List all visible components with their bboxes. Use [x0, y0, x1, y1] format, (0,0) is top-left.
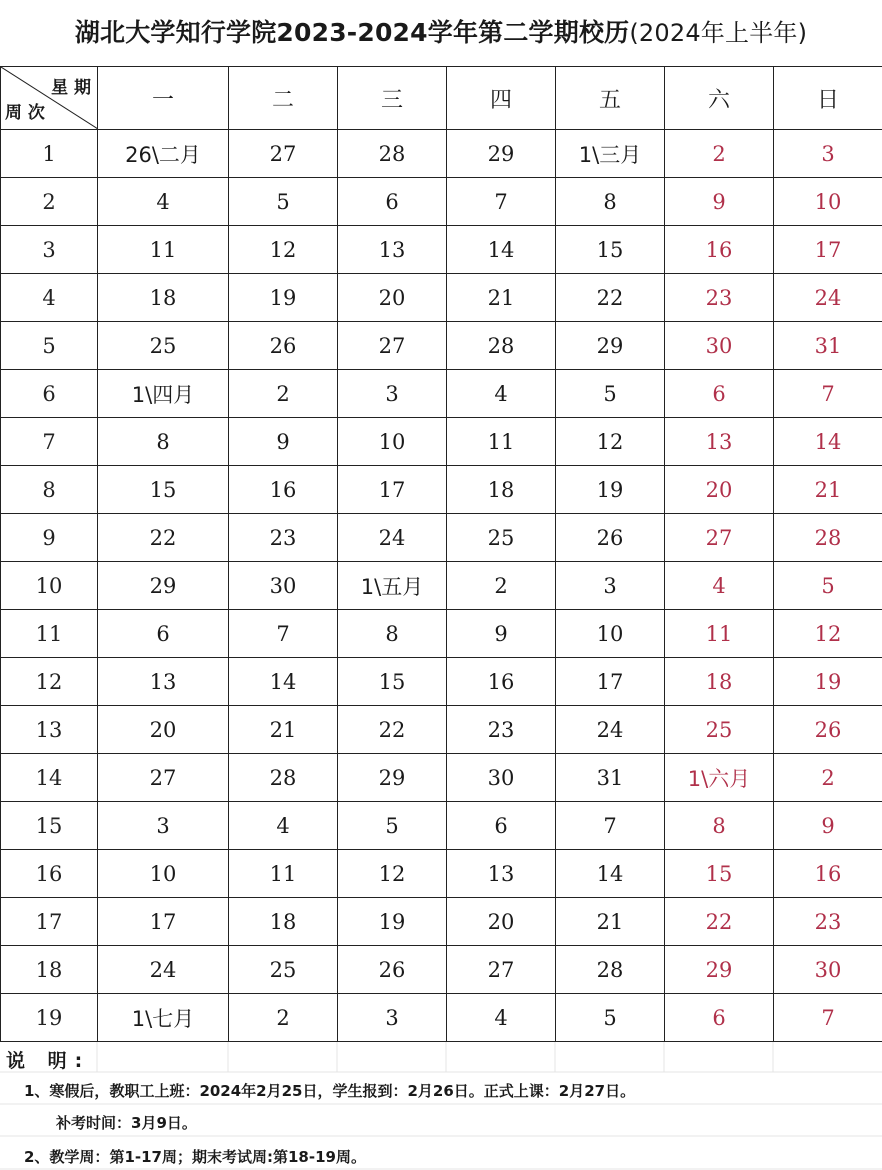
week-number-cell: 3	[1, 226, 98, 274]
table-row	[1, 802, 882, 850]
date-cell: 20	[447, 898, 556, 946]
date-cell: 15	[556, 226, 665, 274]
date-cell: 19	[229, 274, 338, 322]
date-cell: 11	[447, 418, 556, 466]
date-cell: 21	[556, 898, 665, 946]
table-row	[1, 610, 882, 658]
date-cell: 19	[338, 898, 447, 946]
weekend-date-cell: 27	[665, 514, 774, 562]
date-cell: 25	[447, 514, 556, 562]
week-number-cell: 5	[1, 322, 98, 370]
notes-section	[0, 1042, 882, 1170]
date-cell: 2	[229, 994, 338, 1042]
weekend-date-cell: 26	[774, 706, 882, 754]
table-row	[1, 658, 882, 706]
date-cell: 13	[338, 226, 447, 274]
week-number-cell: 15	[1, 802, 98, 850]
date-cell: 26\二月	[98, 130, 229, 178]
date-cell: 4	[229, 802, 338, 850]
table-row	[1, 370, 882, 418]
table-row	[1, 994, 882, 1042]
week-number-cell: 18	[1, 946, 98, 994]
date-cell: 24	[98, 946, 229, 994]
date-cell: 18	[98, 274, 229, 322]
week-number-cell: 10	[1, 562, 98, 610]
date-cell: 10	[556, 610, 665, 658]
calendar-body	[1, 130, 882, 1042]
date-cell: 27	[447, 946, 556, 994]
date-cell: 17	[556, 658, 665, 706]
week-number-cell: 14	[1, 754, 98, 802]
date-cell: 28	[447, 322, 556, 370]
weekend-date-cell: 13	[665, 418, 774, 466]
weekend-date-cell: 17	[774, 226, 882, 274]
date-cell: 18	[447, 466, 556, 514]
note-item-1-cont: 补考时间：3月9日。	[56, 1114, 197, 1132]
date-cell: 23	[229, 514, 338, 562]
date-cell: 28	[556, 946, 665, 994]
date-cell: 21	[447, 274, 556, 322]
date-cell: 8	[338, 610, 447, 658]
date-cell: 15	[98, 466, 229, 514]
date-cell: 14	[447, 226, 556, 274]
weekend-date-cell: 14	[774, 418, 882, 466]
weekend-date-cell: 7	[774, 370, 882, 418]
date-cell: 9	[229, 418, 338, 466]
weekend-date-cell: 29	[665, 946, 774, 994]
date-cell: 8	[98, 418, 229, 466]
date-cell: 14	[229, 658, 338, 706]
table-row	[1, 898, 882, 946]
date-cell: 30	[447, 754, 556, 802]
date-cell: 25	[98, 322, 229, 370]
week-number-cell: 19	[1, 994, 98, 1042]
date-cell: 10	[98, 850, 229, 898]
week-number-cell: 2	[1, 178, 98, 226]
date-cell: 26	[556, 514, 665, 562]
date-cell: 10	[338, 418, 447, 466]
date-cell: 16	[447, 658, 556, 706]
date-cell: 22	[338, 706, 447, 754]
week-number-cell: 7	[1, 418, 98, 466]
calendar-table	[0, 66, 882, 1042]
date-cell: 27	[338, 322, 447, 370]
date-cell: 2	[229, 370, 338, 418]
date-cell: 20	[98, 706, 229, 754]
date-cell: 13	[447, 850, 556, 898]
table-row	[1, 226, 882, 274]
weekend-date-cell: 15	[665, 850, 774, 898]
date-cell: 19	[556, 466, 665, 514]
title-subtitle: (2024年上半年)	[629, 19, 808, 47]
weekend-date-cell: 21	[774, 466, 882, 514]
week-number-cell: 16	[1, 850, 98, 898]
weekend-date-cell: 1\六月	[665, 754, 774, 802]
date-cell: 29	[98, 562, 229, 610]
weekend-date-cell: 25	[665, 706, 774, 754]
date-cell: 1\五月	[338, 562, 447, 610]
table-row	[1, 418, 882, 466]
week-number-cell: 8	[1, 466, 98, 514]
date-cell: 14	[556, 850, 665, 898]
weekend-date-cell: 16	[665, 226, 774, 274]
date-cell: 12	[338, 850, 447, 898]
date-cell: 17	[338, 466, 447, 514]
date-cell: 6	[338, 178, 447, 226]
day-header-mon: 一	[98, 67, 229, 130]
date-cell: 3	[556, 562, 665, 610]
date-cell: 3	[338, 370, 447, 418]
date-cell: 25	[229, 946, 338, 994]
day-header-fri: 五	[556, 67, 665, 130]
date-cell: 28	[338, 130, 447, 178]
week-number-cell: 13	[1, 706, 98, 754]
corner-weekday-label: 星 期	[51, 78, 91, 98]
day-header-tue: 二	[229, 67, 338, 130]
date-cell: 16	[229, 466, 338, 514]
weekend-date-cell: 23	[665, 274, 774, 322]
week-number-cell: 6	[1, 370, 98, 418]
date-cell: 15	[338, 658, 447, 706]
date-cell: 1\四月	[98, 370, 229, 418]
date-cell: 7	[556, 802, 665, 850]
page-title	[0, 0, 882, 66]
weekend-date-cell: 2	[774, 754, 882, 802]
date-cell: 1\七月	[98, 994, 229, 1042]
date-cell: 5	[556, 994, 665, 1042]
weekend-date-cell: 11	[665, 610, 774, 658]
title-main: 湖北大学知行学院2023-2024学年第二学期校历	[74, 18, 630, 47]
weekend-date-cell: 5	[774, 562, 882, 610]
table-row	[1, 514, 882, 562]
date-cell: 22	[556, 274, 665, 322]
table-row	[1, 754, 882, 802]
weekend-date-cell: 3	[774, 130, 882, 178]
weekend-date-cell: 18	[665, 658, 774, 706]
table-row	[1, 274, 882, 322]
date-cell: 6	[98, 610, 229, 658]
weekend-date-cell: 10	[774, 178, 882, 226]
weekend-date-cell: 31	[774, 322, 882, 370]
date-cell: 7	[229, 610, 338, 658]
week-number-cell: 9	[1, 514, 98, 562]
weekend-date-cell: 30	[665, 322, 774, 370]
date-cell: 26	[338, 946, 447, 994]
weekend-date-cell: 20	[665, 466, 774, 514]
weekend-date-cell: 12	[774, 610, 882, 658]
table-row	[1, 850, 882, 898]
day-header-sun: 日	[774, 67, 882, 130]
table-row	[1, 562, 882, 610]
weekend-date-cell: 24	[774, 274, 882, 322]
week-number-cell: 12	[1, 658, 98, 706]
weekend-date-cell: 6	[665, 994, 774, 1042]
week-number-cell: 11	[1, 610, 98, 658]
weekend-date-cell: 22	[665, 898, 774, 946]
day-header-sat: 六	[665, 67, 774, 130]
date-cell: 17	[98, 898, 229, 946]
date-cell: 27	[98, 754, 229, 802]
table-row	[1, 130, 882, 178]
date-cell: 9	[447, 610, 556, 658]
day-header-thu: 四	[447, 67, 556, 130]
date-cell: 20	[338, 274, 447, 322]
date-cell: 5	[338, 802, 447, 850]
day-header-wed: 三	[338, 67, 447, 130]
date-cell: 22	[98, 514, 229, 562]
date-cell: 11	[229, 850, 338, 898]
table-row	[1, 178, 882, 226]
date-cell: 8	[556, 178, 665, 226]
week-number-cell: 1	[1, 130, 98, 178]
date-cell: 11	[98, 226, 229, 274]
week-number-cell: 4	[1, 274, 98, 322]
weekend-date-cell: 4	[665, 562, 774, 610]
date-cell: 2	[447, 562, 556, 610]
date-cell: 24	[338, 514, 447, 562]
date-cell: 7	[447, 178, 556, 226]
week-number-cell: 17	[1, 898, 98, 946]
notes-heading: 说 明:	[6, 1050, 91, 1072]
table-row	[1, 466, 882, 514]
date-cell: 1\三月	[556, 130, 665, 178]
date-cell: 29	[556, 322, 665, 370]
weekend-date-cell: 16	[774, 850, 882, 898]
corner-week-label: 周 次	[5, 103, 45, 123]
weekend-date-cell: 2	[665, 130, 774, 178]
date-cell: 29	[338, 754, 447, 802]
weekend-date-cell: 7	[774, 994, 882, 1042]
note-item-2: 2、教学周：第1-17周；期末考试周:第18-19周。	[24, 1148, 366, 1166]
date-cell: 5	[556, 370, 665, 418]
weekend-date-cell: 30	[774, 946, 882, 994]
date-cell: 26	[229, 322, 338, 370]
weekend-date-cell: 9	[665, 178, 774, 226]
date-cell: 5	[229, 178, 338, 226]
date-cell: 4	[447, 994, 556, 1042]
weekend-date-cell: 19	[774, 658, 882, 706]
corner-header-cell	[1, 67, 98, 130]
date-cell: 24	[556, 706, 665, 754]
date-cell: 28	[229, 754, 338, 802]
date-cell: 30	[229, 562, 338, 610]
date-cell: 21	[229, 706, 338, 754]
date-cell: 18	[229, 898, 338, 946]
date-cell: 6	[447, 802, 556, 850]
table-row	[1, 946, 882, 994]
weekend-date-cell: 23	[774, 898, 882, 946]
weekend-date-cell: 28	[774, 514, 882, 562]
date-cell: 31	[556, 754, 665, 802]
date-cell: 12	[556, 418, 665, 466]
table-row	[1, 322, 882, 370]
weekend-date-cell: 6	[665, 370, 774, 418]
date-cell: 4	[98, 178, 229, 226]
note-item-1: 1、寒假后，教职工上班：2024年2月25日，学生报到：2月26日。正式上课：2月27日。	[24, 1082, 636, 1100]
date-cell: 3	[98, 802, 229, 850]
weekend-date-cell: 9	[774, 802, 882, 850]
date-cell: 23	[447, 706, 556, 754]
table-row	[1, 706, 882, 754]
weekend-date-cell: 8	[665, 802, 774, 850]
date-cell: 4	[447, 370, 556, 418]
date-cell: 12	[229, 226, 338, 274]
date-cell: 13	[98, 658, 229, 706]
date-cell: 3	[338, 994, 447, 1042]
date-cell: 29	[447, 130, 556, 178]
date-cell: 27	[229, 130, 338, 178]
header-row	[1, 67, 882, 130]
